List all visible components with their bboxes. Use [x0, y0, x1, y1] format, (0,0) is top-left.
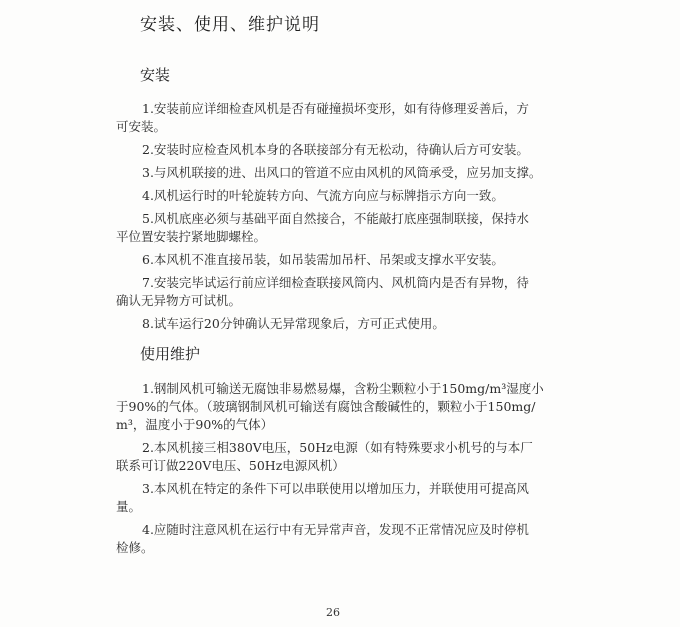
paragraph: [116, 210, 576, 246]
paragraph-line: 3.与风机联接的进、出风口的管道不应由风机的风筒承受，应另加支撑。: [142, 165, 542, 180]
paragraph: [116, 274, 576, 310]
paragraph-line: 平位置安装拧紧地脚螺栓。: [116, 229, 267, 244]
paragraph-line: 1.安装前应详细检查风机是否有碰撞损坏变形，如有待修理妥善后，方: [142, 101, 529, 116]
paragraph-line: 7.安装完毕试运行前应详细检查联接风筒内、风机筒内是否有异物，待: [142, 275, 529, 290]
paragraph: [116, 439, 576, 475]
section-heading-maintenance: 使用维护: [140, 345, 201, 363]
paragraph-line: 联系可订做220V电压、50Hz电源风机）: [116, 458, 345, 473]
paragraph-line: 2.本风机接三相380V电压，50Hz电源（如有特殊要求小机号的与本厂: [142, 440, 533, 455]
maintenance-paragraphs: [116, 380, 576, 562]
paragraph: [116, 164, 576, 182]
paragraph: [116, 380, 576, 434]
page-number: 26: [326, 606, 340, 619]
paragraph-line: 于90%的气体。（玻璃钢制风机可输送有腐蚀含酸碱性的，颗粒小于150mg/: [116, 399, 536, 414]
paragraph-line: 5.风机底座必须与基础平面自然接合，不能敲打底座强制联接，保持水: [142, 211, 529, 226]
install-paragraphs: [116, 100, 576, 338]
paragraph: [116, 480, 576, 516]
paragraph: [116, 100, 576, 136]
paragraph-line: 2.安装时应检查风机本身的各联接部分有无松动，待确认后方可安装。: [142, 142, 529, 157]
paragraph-line: 1.钢制风机可输送无腐蚀非易燃易爆，含粉尘颗粒小于150mg/m³湿度小: [142, 381, 544, 396]
paragraph-line: 检修。: [116, 540, 154, 555]
paragraph-line: 可安装。: [116, 119, 167, 134]
paragraph: [116, 141, 576, 159]
paragraph-line: 8.试车运行20分钟确认无异常现象后，方可正式使用。: [142, 316, 445, 331]
paragraph: [116, 187, 576, 205]
paragraph-line: 量。: [116, 499, 142, 514]
section-heading-install: 安装: [140, 66, 171, 84]
paragraph-line: m³，温度小于90%的气体）: [116, 417, 274, 432]
page-title: 安装、使用、维护说明: [140, 15, 320, 35]
paragraph-line: 6.本风机不准直接吊装，如吊装需加吊杆、吊架或支撑水平安装。: [142, 252, 504, 267]
paragraph-line: 3.本风机在特定的条件下可以串联使用以增加压力，并联使用可提高风: [142, 481, 529, 496]
paragraph: [116, 251, 576, 269]
paragraph: [116, 315, 576, 333]
paragraph-line: 确认无异物方可试机。: [116, 293, 242, 308]
paragraph: [116, 521, 576, 557]
paragraph-line: 4.应随时注意风机在运行中有无异常声音，发现不正常情况应及时停机: [142, 522, 529, 537]
paragraph-line: 4.风机运行时的叶轮旋转方向、气流方向应与标牌指示方向一致。: [142, 188, 504, 203]
